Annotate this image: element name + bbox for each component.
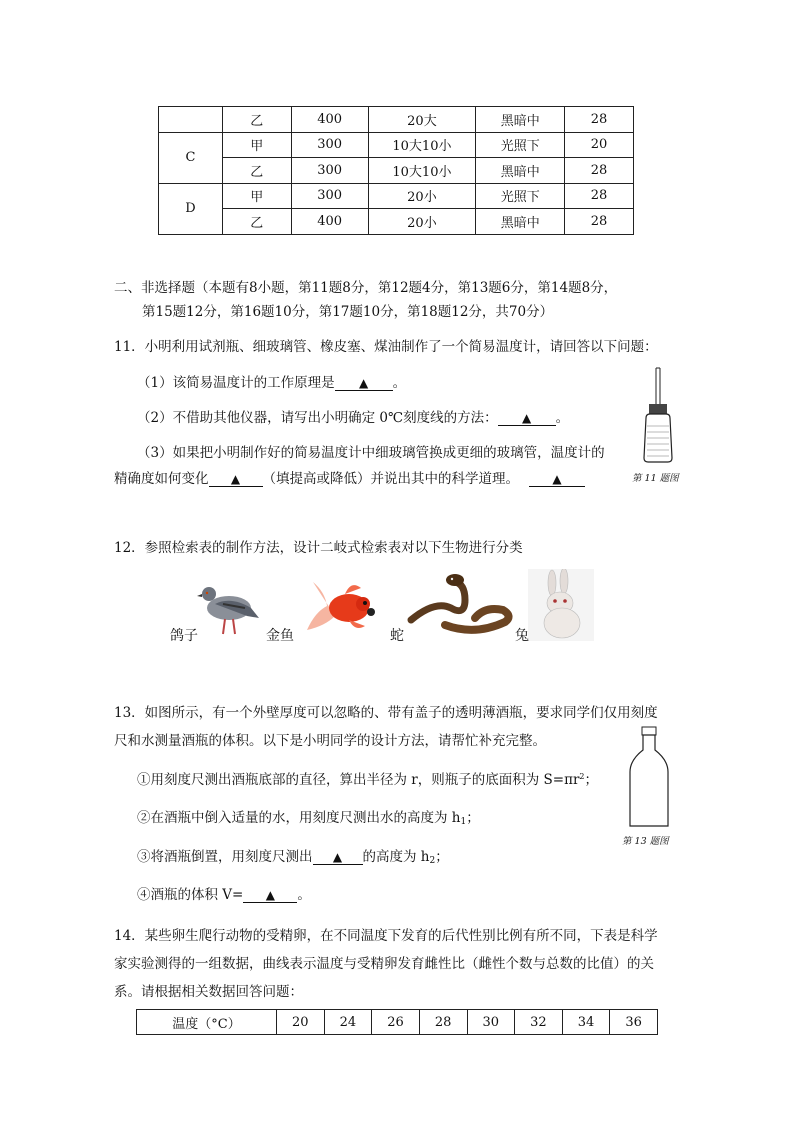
table-row [159,158,634,184]
q12-stem: 12．参照检索表的制作方法，设计二岐式检索表对以下生物进行分类 [114,540,523,556]
table-header-cell: 温度（°C） [137,1010,277,1035]
punct: ； [435,849,449,865]
table-cell: 34 [562,1010,610,1035]
answer-blank[interactable] [209,472,263,487]
thermometer-figure [636,366,686,466]
q14-stem-cont2: 系。请根据相关数据回答问题： [114,984,303,1000]
q13-stem: 13．如图所示，有一个外壁厚度可以忽略的、带有盖子的透明薄酒瓶，要求同学们仅用刻度 [114,705,658,721]
table-cell: 30 [467,1010,515,1035]
punct: ； [466,810,480,826]
triangle-icon: ▲ [265,888,275,902]
q11-part1-text: （1）该简易温度计的工作原理是 [137,375,335,391]
q11-part3: （3）如果把小明制作好的简易温度计中细玻璃管换成更细的玻璃管，温度计的 [137,445,605,461]
animal-label-pigeon: 鸽子 [170,628,198,644]
figure-caption: 第 13 题图 [622,836,669,847]
goldfish-image [305,572,385,642]
subscript: 2 [429,856,436,866]
table-cell: 甲 [222,183,291,209]
table-cell: 甲 [222,132,291,158]
table-cell: 24 [324,1010,372,1035]
temperature-table [136,1009,658,1035]
triangle-icon: ▲ [358,376,369,390]
triangle-icon: ▲ [552,472,562,486]
bottle-figure [626,726,672,830]
table-cell: 26 [372,1010,420,1035]
punct: ； [584,772,599,788]
table-cell [159,107,223,133]
table-group-cell: D [159,183,223,234]
table-cell: 乙 [222,209,291,235]
q13-step1-text: ①用刻度尺测出酒瓶底部的直径，算出半径为 r，则瓶子的底面积为 S=πr [137,772,580,788]
table-cell: 20 [565,132,634,158]
table-cell: 20小 [368,183,476,209]
table-cell: 28 [565,107,634,133]
period: 。 [555,410,570,426]
punct: 。 [297,887,311,903]
animal-label-rabbit: 兔 [515,628,529,644]
q13-step3-text2: 的高度为 h [362,849,430,865]
q13-step2 [137,806,480,827]
q11-part1 [137,371,406,391]
answer-blank[interactable] [243,888,297,903]
table-cell: 300 [291,183,368,209]
subscript: 1 [460,817,467,827]
table-cell: 黑暗中 [476,158,565,184]
animal-label-goldfish: 金鱼 [266,628,294,644]
pigeon-image [195,578,263,642]
q11-part2-text: （2）不借助其他仪器，请写出小明确定 0℃刻度线的方法： [137,410,498,426]
section-heading: 二、非选择题（本题有8小题，第11题8分，第12题4分，第13题6分，第14题8分， [114,280,618,296]
q13-stem-cont: 尺和水测量酒瓶的体积。以下是小明同学的设计方法，请帮忙补充完整。 [114,733,546,749]
triangle-icon: ▲ [332,850,343,864]
table-row [159,107,634,133]
q11-part3-cont [114,467,585,487]
table-cell: 20大 [368,107,476,133]
answer-blank[interactable] [335,376,393,391]
q11-part3-text2: （填提高或降低）并说出其中的科学道理。 [262,471,519,487]
q13-step1 [137,768,598,788]
section-heading-cont: 第15题12分，第16题10分，第17题10分，第18题12分，共70分） [142,304,554,320]
superscript: 2 [579,772,585,781]
table-cell: 20小 [368,209,476,235]
table-cell: 300 [291,132,368,158]
snake-image [405,570,517,640]
triangle-icon: ▲ [521,411,532,425]
q11-part3-text: 精确度如何变化 [114,471,209,487]
q11-stem: 11．小明利用试剂瓶、细玻璃管、橡皮塞、煤油制作了一个简易温度计，请回答以下问题： [114,339,658,355]
table-cell: 400 [291,107,368,133]
table-cell: 光照下 [476,183,565,209]
answer-blank[interactable] [529,472,585,487]
table-cell: 28 [565,209,634,235]
rabbit-image [528,569,594,641]
table-cell: 32 [515,1010,563,1035]
experiment-table [158,106,634,235]
q14-stem: 14．某些卵生爬行动物的受精卵，在不同温度下发育的后代性别比例有所不同，下表是科学 [114,928,658,944]
table-cell: 黑暗中 [476,209,565,235]
table-cell: 28 [565,158,634,184]
table-cell: 28 [565,183,634,209]
table-group-cell: C [159,132,223,183]
table-cell: 400 [291,209,368,235]
table-cell: 20 [277,1010,325,1035]
table-row [137,1010,658,1035]
table-row [159,132,634,158]
table-cell: 乙 [222,107,291,133]
period: 。 [392,375,407,391]
q11-part2 [137,406,569,426]
q13-step2-text: ②在酒瓶中倒入适量的水，用刻度尺测出水的高度为 h [137,810,461,826]
animal-label-snake: 蛇 [390,628,404,644]
q13-step4-text: ④酒瓶的体积 V= [137,887,244,903]
table-cell: 10大10小 [368,132,476,158]
q13-step3 [137,845,449,866]
figure-caption: 第 11 题图 [632,473,679,484]
table-cell: 28 [419,1010,467,1035]
q13-step4 [137,883,311,903]
q14-stem-cont: 家实验测得的一组数据，曲线表示温度与受精卵发育雌性比（雌性个数与总数的比值）的关 [114,956,654,972]
table-cell: 乙 [222,158,291,184]
table-row [159,183,634,209]
table-cell: 光照下 [476,132,565,158]
triangle-icon: ▲ [230,472,241,486]
table-cell: 黑暗中 [476,107,565,133]
table-row [159,209,634,235]
answer-blank[interactable] [313,850,363,865]
answer-blank[interactable] [498,411,556,426]
table-cell: 300 [291,158,368,184]
q13-step3-text: ③将酒瓶倒置，用刻度尺测出 [137,849,313,865]
table-cell: 10大10小 [368,158,476,184]
table-cell: 36 [610,1010,658,1035]
